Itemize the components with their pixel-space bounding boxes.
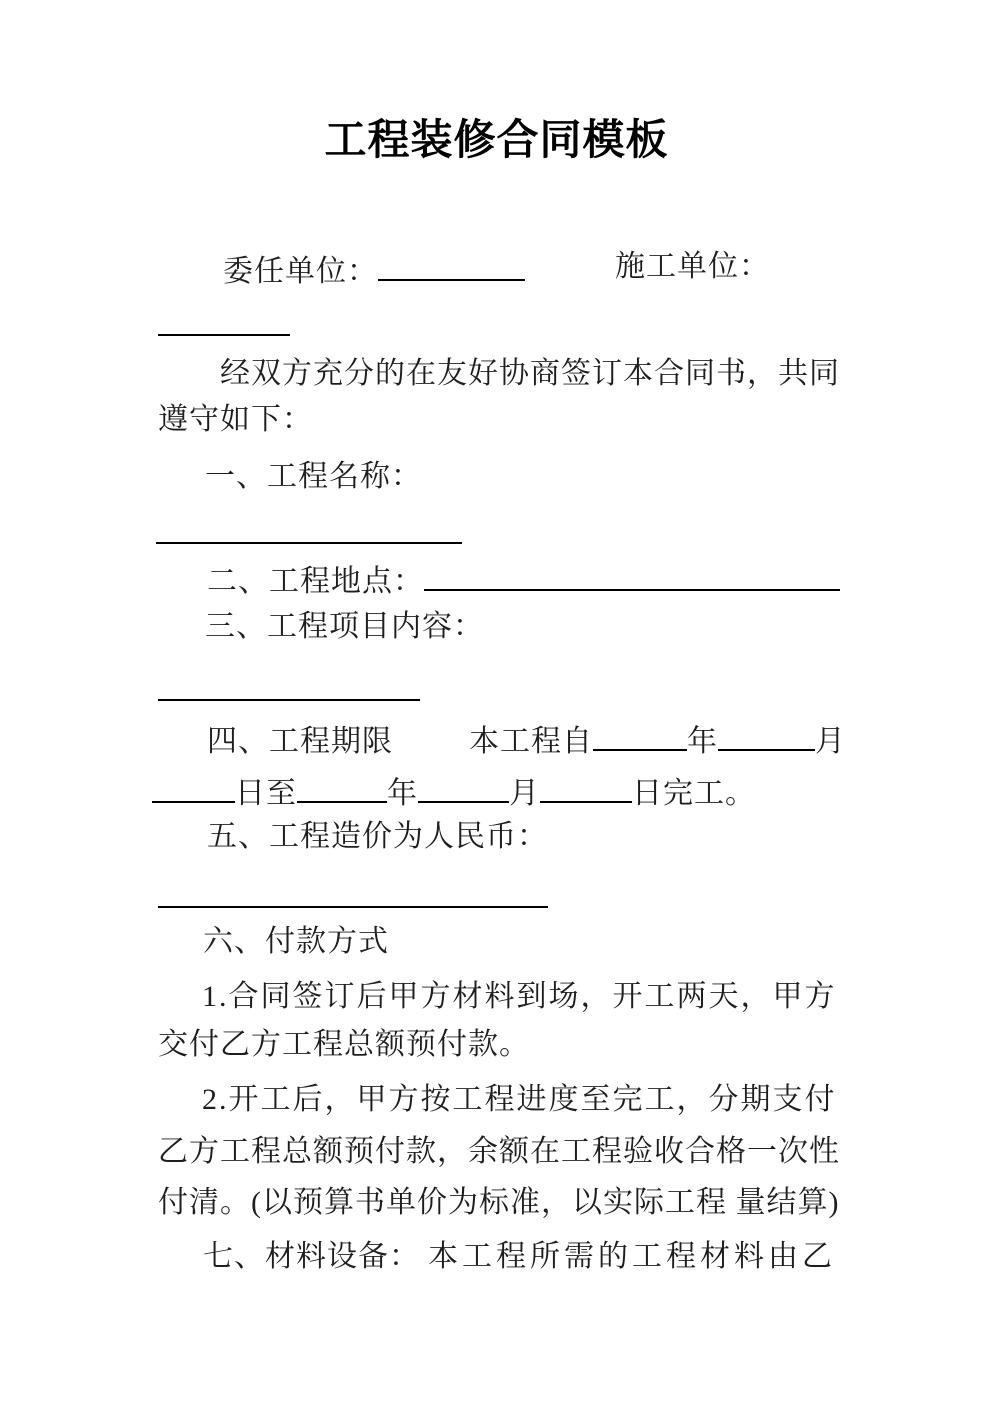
clause1-blank-field[interactable] (156, 542, 462, 544)
clause2-line (207, 559, 840, 600)
clause7-gap (420, 1265, 428, 1266)
clause6-line (203, 924, 389, 960)
client-unit-label: 委任单位： (223, 255, 378, 288)
clause6-item2-line-1 (202, 1082, 837, 1118)
clause4-day1-blank-field[interactable] (152, 771, 235, 803)
clause6-item2-text-2: 乙方工程总额预付款，余额在工程验收合格一次性 (158, 1135, 840, 1168)
clause4-month1-label: 月 (815, 725, 846, 758)
clause7-text: 本工程所需的工程材料由乙 (428, 1240, 836, 1273)
clause5-blank-field[interactable] (158, 906, 548, 908)
clause4-gap (393, 750, 469, 751)
clause4-line-1 (207, 719, 846, 760)
intro-text-1: 经双方充分的在友好协商签订本合同书，共同 (220, 357, 840, 390)
clause6-item1-line-2 (158, 1027, 530, 1063)
clause6-label: 六、付款方式 (203, 925, 389, 958)
clause6-item2-text-3: 付清。(以预算书单价为标准，以实际工程 量结算) (158, 1186, 840, 1219)
clause2-blank-field[interactable] (424, 559, 840, 591)
clause7-line (203, 1239, 836, 1275)
clause6-item1-text-2: 交付乙方工程总额预付款。 (158, 1028, 530, 1061)
clause6-item2-line-3 (158, 1185, 839, 1221)
clause4-dayto-label: 日至 (235, 777, 297, 810)
clause4-year1-label: 年 (687, 725, 718, 758)
clause1-label: 一、工程名称： (205, 460, 422, 493)
client-unit-line (223, 249, 525, 290)
clause5-label: 五、工程造价为人民币： (207, 820, 548, 853)
document-title: 工程装修合同模板 (324, 116, 669, 163)
clause4-day2-blank-field[interactable] (540, 771, 632, 803)
contractor-unit-blank-field[interactable] (158, 334, 290, 336)
intro-line-2 (158, 402, 313, 438)
clause6-item2-line-2 (158, 1134, 840, 1170)
clause4-month2-label: 月 (509, 777, 540, 810)
contractor-unit-line (615, 249, 770, 285)
clause1-line (205, 459, 422, 495)
clause6-item1-line-1 (202, 979, 837, 1015)
clause4-complete-label: 日完工。 (632, 777, 756, 810)
intro-text-2: 遵守如下： (158, 403, 313, 436)
clause5-line (207, 819, 548, 855)
clause4-year2-blank-field[interactable] (297, 771, 387, 803)
clause4-line-2 (152, 771, 756, 812)
clause7-label: 七、材料设备： (203, 1240, 420, 1273)
clause3-blank-field[interactable] (158, 699, 420, 701)
clause4-from: 本工程自 (469, 725, 593, 758)
contractor-unit-label: 施工单位： (615, 250, 770, 283)
clause4-year1-blank-field[interactable] (593, 719, 687, 751)
clause3-line (205, 609, 484, 645)
clause4-month1-blank-field[interactable] (718, 719, 815, 751)
clause6-item2-text-1: 2.开工后，甲方按工程进度至完工，分期支付 (202, 1083, 837, 1116)
intro-line-1 (220, 356, 840, 392)
clause4-year2-label: 年 (387, 777, 418, 810)
clause3-label: 三、工程项目内容： (205, 610, 484, 643)
clause4-label: 四、工程期限 (207, 725, 393, 758)
clause2-label: 二、工程地点： (207, 565, 424, 598)
clause6-item1-text-1: 1.合同签订后甲方材料到场，开工两天，甲方 (202, 980, 837, 1013)
clause4-month2-blank-field[interactable] (418, 771, 509, 803)
client-unit-blank-field[interactable] (378, 249, 525, 281)
